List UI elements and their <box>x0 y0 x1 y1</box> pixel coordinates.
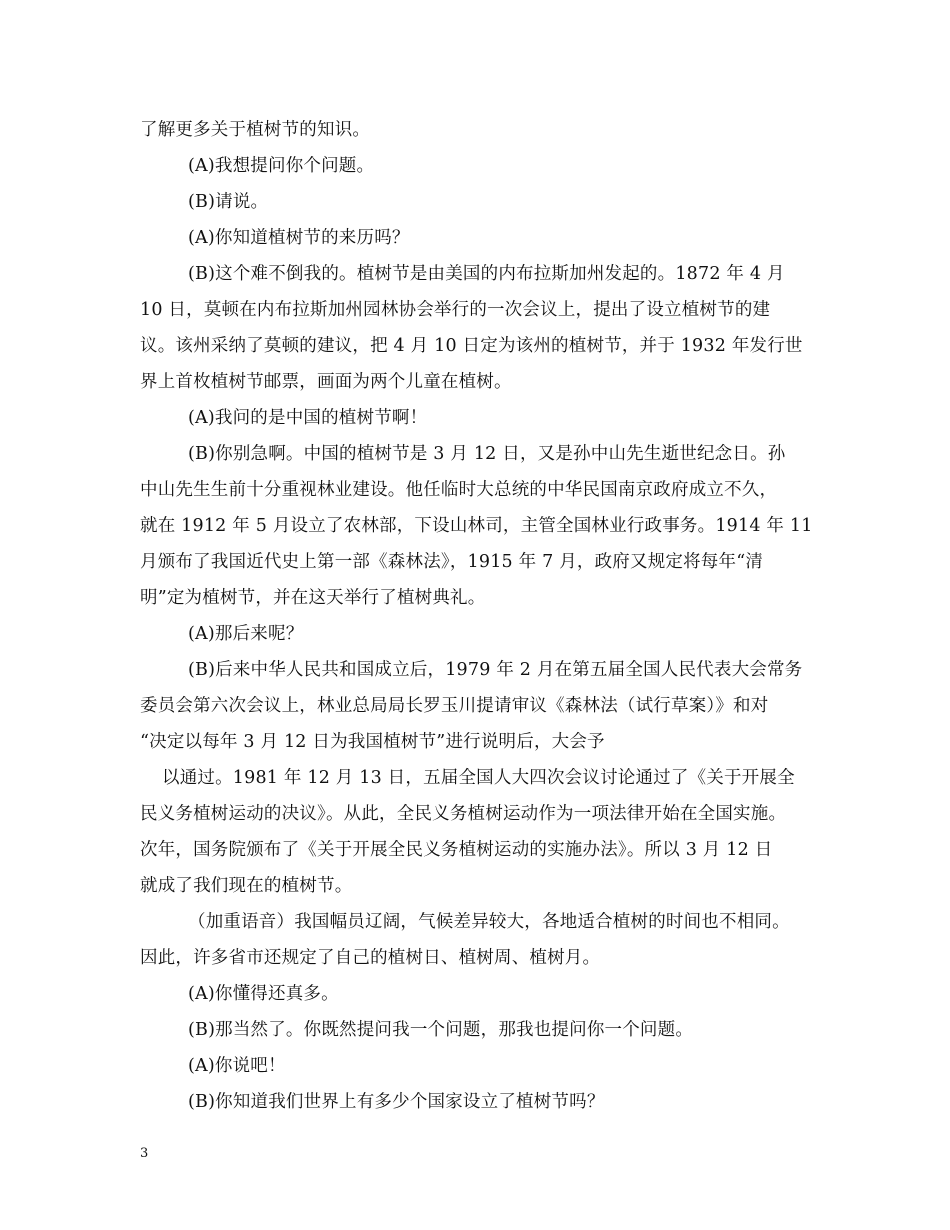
dialogue-line: (B)后来中华人民共和国成立后，1979 年 2 月在第五届全国人民代表大会常务 <box>188 660 803 680</box>
text-line: “决定以每年 3 月 12 日为我国植树节”进行说明后，大会予 <box>140 732 605 752</box>
text-line: 议。该州采纳了莫顿的建议，把 4 月 10 日定为该州的植树节，并于 1932 年发行世 <box>140 336 803 356</box>
text-line: 了解更多关于植树节的知识。 <box>140 120 371 140</box>
text-line: 以通过。1981 年 12 月 13 日，五届全国人大四次会议讨论通过了《关于开展全 <box>162 768 795 788</box>
text-line: 明”定为植树节，并在这天举行了植树典礼。 <box>140 588 486 608</box>
dialogue-line: (A)你知道植树节的来历吗？ <box>188 228 410 248</box>
text-line: 界上首枚植树节邮票，画面为两个儿童在植树。 <box>140 372 512 392</box>
dialogue-line: (A)你说吧！ <box>188 1056 286 1076</box>
text-line: 月颁布了我国近代史上第一部《森林法》，1915 年 7 月，政府又规定将每年“清 <box>140 552 764 572</box>
text-line: 民义务植树运动的决议》。从此，全民义务植树运动作为一项法律开始在全国实施。 <box>140 804 787 824</box>
dialogue-line: (B)你知道我们世界上有多少个国家设立了植树节吗？ <box>188 1092 605 1112</box>
dialogue-line: (B)请说。 <box>188 192 269 212</box>
dialogue-line: (A)你懂得还真多。 <box>188 984 339 1004</box>
dialogue-line: (A)那后来呢？ <box>188 624 304 644</box>
text-line: 因此，许多省市还规定了自己的植树日、植树周、植树月。 <box>140 948 601 968</box>
text-line: 次年，国务院颁布了《关于开展全民义务植树运动的实施办法》。所以 3 月 12 日 <box>140 840 773 860</box>
dialogue-line: (B)你别急啊。中国的植树节是 3 月 12 日，又是孙中山先生逝世纪念日。孙 <box>188 444 786 464</box>
text-line: 委员会第六次会议上，林业总局局长罗玉川提请审议《森林法（试行草案）》和对 <box>140 696 769 716</box>
text-line: 就在 1912 年 5 月设立了农林部，下设山林司，主管全国林业行政事务。1914 年 11 <box>140 516 813 536</box>
dialogue-line: (A)我问的是中国的植树节啊！ <box>188 408 428 428</box>
text-line: （加重语音）我国幅员辽阔，气候差异较大，各地适合植树的时间也不相同。 <box>188 912 790 932</box>
text-line: 就成了我们现在的植树节。 <box>140 876 353 896</box>
text-line: 中山先生生前十分重视林业建设。他任临时大总统的中华民国南京政府成立不久， <box>140 480 778 500</box>
page-number: 3 <box>140 1146 149 1161</box>
dialogue-line: (B)那当然了。你既然提问我一个问题，那我也提问你一个问题。 <box>188 1020 694 1040</box>
dialogue-line: (A)我想提问你个问题。 <box>188 156 375 176</box>
text-line: 10 日，莫顿在内布拉斯加州园林协会举行的一次会议上，提出了设立植树节的建 <box>140 300 771 320</box>
dialogue-line: (B)这个难不倒我的。植树节是由美国的内布拉斯加州发起的。1872 年 4 月 <box>188 264 785 284</box>
